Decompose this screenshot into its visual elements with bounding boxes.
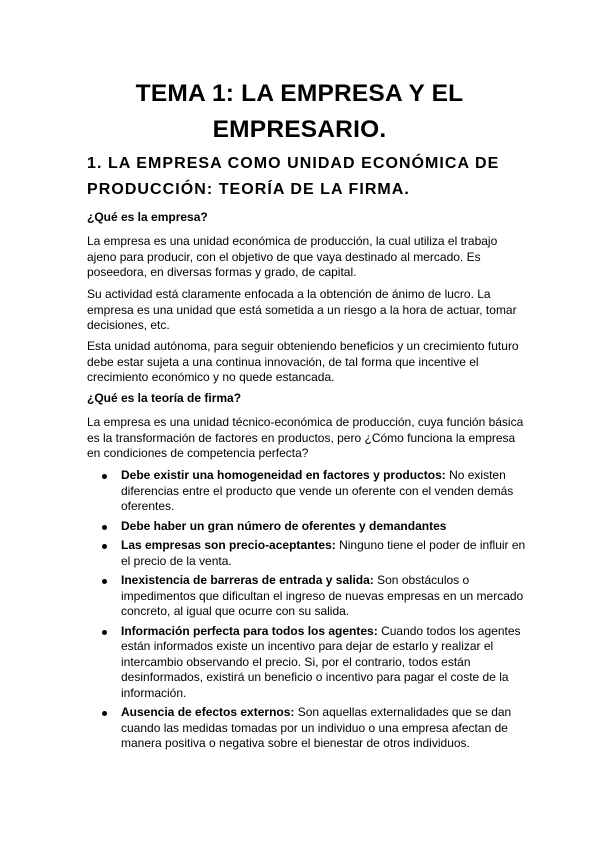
bullet-term: Las empresas son precio-aceptantes: — [121, 538, 336, 552]
bullet-text: Cuando todos los agentes están informados existe un incentivo para dejar de estarlo y realizar el intercambio observando el precio. Si, por el contrario, todos están desinformados, existirá un beneficio o incentivo para pagar el coste de la información. — [121, 623, 521, 700]
list-item — [87, 468, 527, 515]
bullet-term: Ausencia de efectos externos: — [121, 705, 295, 719]
paragraph-firm-intro: La empresa es una unidad técnico-económica de producción, cuya función básica es la transformación de factores en productos, pero ¿Cómo funciona la empresa en condiciones de competencia perfecta? — [87, 415, 524, 460]
question-firm-theory: ¿Qué es la teoría de firma? — [87, 391, 242, 405]
list-item — [87, 573, 527, 620]
paragraph-activity: Su actividad está claramente enfocada a la obtención de ánimo de lucro. La empresa es una unidad que está sometida a un riesgo a la hora de actuar, tomar decisiones, etc. — [87, 287, 517, 332]
list-item — [87, 538, 527, 569]
bullet-text: Son aquellas externalidades que se dan cuando las medidas tomadas por un individuo o una empresa afectan de manera positiva o negativa sobre el bienestar de otros individuos. — [121, 705, 512, 750]
bullet-icon — [102, 711, 107, 716]
question-what-is-company: ¿Qué es la empresa? — [87, 210, 208, 224]
bullet-text: No existen diferencias entre el producto que vende un oferente con el venden demás oferentes. — [121, 468, 514, 513]
bullet-icon — [102, 474, 107, 479]
list-item — [87, 624, 527, 702]
section-heading: 1. LA EMPRESA COMO UNIDAD ECONÓMICA DE PRODUCCIÓN: TEORÍA DE LA FIRMA. — [87, 155, 500, 198]
paragraph-definition: La empresa es una unidad económica de producción, la cual utiliza el trabajo ajeno para producir, con el objetivo de que vaya destinado al mercado. Es poseedora, en diversas formas y grado, de capital. — [87, 234, 498, 279]
bullet-icon — [102, 525, 107, 530]
paragraph-autonomous-unit: Esta unidad autónoma, para seguir obteniendo beneficios y un crecimiento futuro debe estar sujeta a una continua innovación, de tal forma que incentive el crecimiento económico y no quede estancada. — [87, 339, 519, 384]
bullet-icon — [102, 630, 107, 635]
bullet-text: Son obstáculos o impedimentos que dificultan el ingreso de nuevas empresas en un mercado concreto, al igual que ocurre con su salida. — [121, 573, 524, 618]
bullet-text: Ninguno tiene el poder de influir en el precio de la venta. — [121, 538, 526, 568]
bullet-icon — [102, 579, 107, 584]
list-item — [87, 519, 527, 535]
perfect-competition-conditions-list — [87, 468, 527, 756]
bullet-term: Inexistencia de barreras de entrada y salida: — [121, 573, 374, 587]
list-item — [87, 705, 527, 752]
page-title: TEMA 1: LA EMPRESA Y EL EMPRESARIO. — [135, 80, 464, 143]
bullet-term: Debe haber un gran número de oferentes y demandantes — [121, 518, 447, 533]
bullet-term: Información perfecta para todos los agentes: — [121, 623, 378, 638]
bullet-icon — [102, 544, 107, 549]
bullet-term: Debe existir una homogeneidad en factores y productos: — [121, 468, 446, 482]
